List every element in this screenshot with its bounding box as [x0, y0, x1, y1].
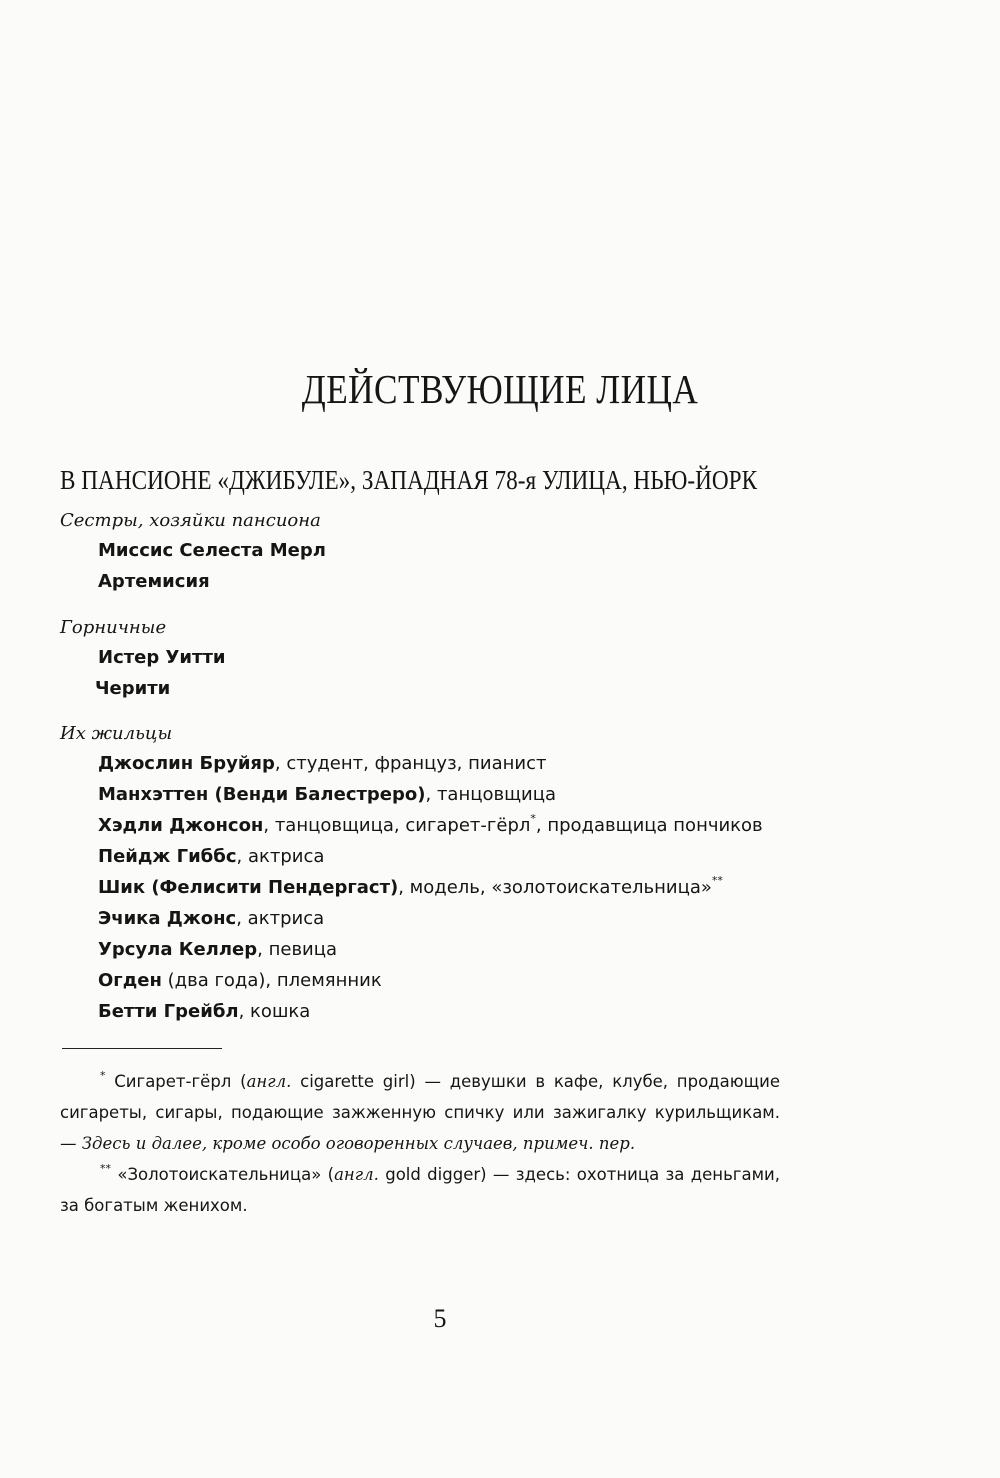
footnote-mark: ** — [100, 1161, 111, 1175]
character-name: Истер Уитти — [98, 647, 226, 668]
page-heading: ДЕЙСТВУЮЩИЕ ЛИЦА — [301, 366, 699, 412]
character-entry — [98, 875, 723, 901]
character-description: , студент, француз, пианист — [274, 753, 547, 774]
character-entry — [95, 676, 170, 702]
character-description: , кошка — [238, 1001, 311, 1022]
character-entry — [98, 813, 763, 839]
character-name: Джослин Бруйяр — [98, 753, 275, 774]
character-description: , актриса — [236, 908, 325, 929]
character-entry — [98, 782, 556, 808]
character-name: Миссис Селеста Мерл — [98, 540, 326, 561]
group-label-sisters: Сестры, хозяйки пансиона — [60, 510, 321, 531]
character-entry — [98, 751, 546, 777]
footnote-mark: * — [100, 1068, 106, 1082]
character-entry — [98, 844, 324, 870]
footnote: ** «Золотоискательница» (англ. gold digger) — здесь: охотница за деньгами, за богатым женихом. — [60, 1161, 781, 1215]
character-description: , певица — [257, 939, 338, 960]
group-label-maids: Горничные — [60, 617, 167, 638]
character-description: , танцовщица — [425, 784, 557, 805]
character-entry — [98, 569, 210, 595]
group-label-tenants: Их жильцы — [60, 723, 173, 744]
character-name: Бетти Грейбл — [98, 1001, 239, 1022]
character-entry — [98, 645, 226, 671]
character-entry — [98, 937, 337, 963]
footnote-divider — [62, 1048, 222, 1049]
character-entry — [98, 968, 382, 994]
character-name: Хэдли Джонсон — [98, 815, 264, 836]
character-name: Огден — [98, 970, 162, 991]
section-title: В ПАНСИОНЕ «ДЖИБУЛЕ», ЗАПАДНАЯ 78-я УЛИЦА, НЬЮ-ЙОРК — [60, 465, 758, 495]
page-number: 5 — [433, 1304, 447, 1333]
character-description: (два года), племянник — [161, 970, 382, 991]
character-entry — [98, 999, 310, 1025]
character-name: Артемисия — [98, 571, 210, 592]
character-description: , продавщица пончиков — [535, 815, 763, 836]
character-name: Эчика Джонс — [98, 908, 237, 929]
footnote: * Сигарет-гёрл (англ. cigarette girl) — девушки в кафе, клубе, продающие сигареты, сигары, подающие зажженную спичку или зажигалку курильщикам. — Здесь и далее, кроме особо оговоренных случаев, примеч. пер. — [60, 1068, 780, 1153]
character-name: Урсула Келлер — [98, 939, 258, 960]
character-name: Черити — [95, 678, 171, 699]
character-entry — [98, 906, 324, 932]
character-name: Шик (Фелисити Пендергаст) — [98, 877, 399, 898]
footnote-ref: ** — [711, 874, 723, 887]
character-name: Пейдж Гиббс — [98, 846, 237, 867]
character-description: , танцовщица, сигарет-гёрл — [263, 815, 531, 836]
character-description: , модель, «золотоискательница» — [398, 877, 712, 898]
character-name: Манхэттен (Венди Балестреро) — [98, 784, 426, 805]
character-description: , актриса — [236, 846, 325, 867]
footnote-ref: * — [530, 812, 536, 825]
character-entry — [98, 538, 326, 564]
